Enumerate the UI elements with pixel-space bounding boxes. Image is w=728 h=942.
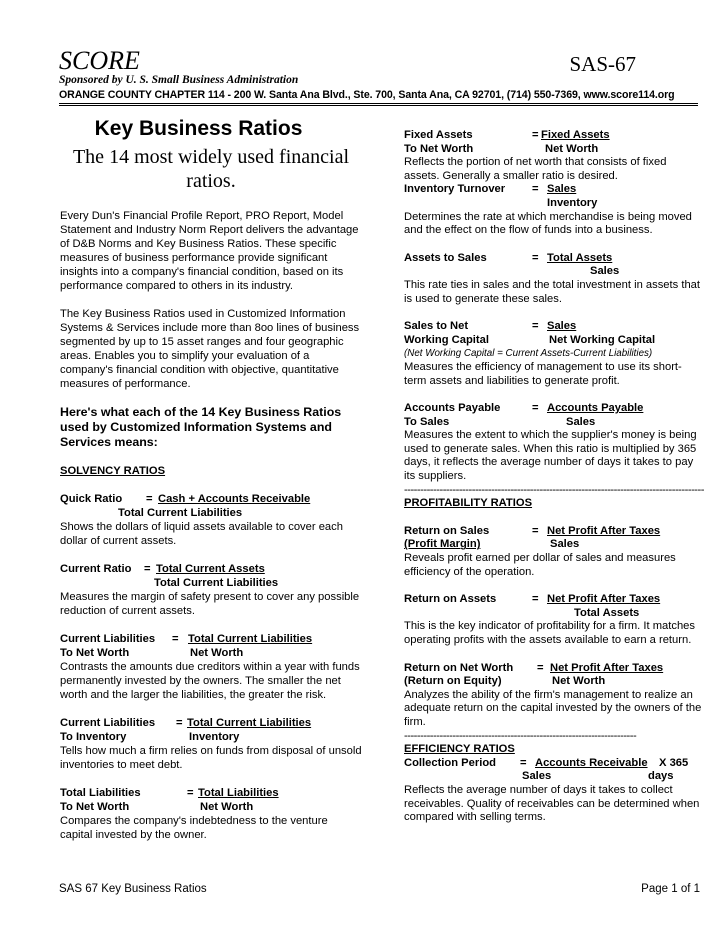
ratio-name: Current Liabilities bbox=[60, 633, 156, 645]
ratio-denominator: Sales bbox=[590, 265, 620, 278]
ratio-name: Accounts Payable bbox=[404, 402, 501, 415]
ratio-name: Sales to Net bbox=[404, 320, 469, 333]
ratio-name: Total Liabilities bbox=[60, 787, 141, 799]
ratio-name: Return on Net Worth bbox=[404, 661, 514, 674]
ratio-name-line2: (Return on Equity) bbox=[404, 675, 502, 688]
equals-sign: = bbox=[176, 717, 183, 729]
sponsor-line: Sponsored by U. S. Small Business Administration bbox=[59, 74, 299, 86]
ratio-name: Current Liabilities bbox=[60, 717, 156, 729]
ratio-description: Measures the efficiency of management to use its short-term assets and liabilities to generate profit. bbox=[404, 360, 682, 387]
equals-sign: = bbox=[532, 183, 539, 196]
ratio-denominator-unit: days bbox=[648, 770, 674, 783]
ratio-description: Reveals profit earned per dollar of sales and measures efficiency of the operation. bbox=[404, 552, 676, 578]
ratio-numerator: Total Current Assets bbox=[156, 563, 265, 575]
ratio-name: Current Ratio bbox=[60, 563, 132, 575]
ratio-sales-to-working-capital bbox=[404, 320, 704, 388]
lead-paragraph: Here's what each of the 14 Key Business Ratios used by Customized Information Systems and Services means: bbox=[60, 405, 342, 449]
ratio-description: Analyzes the ability of the firm's management to realize an adequate return on the capital invested by the owners of the firm. bbox=[404, 688, 702, 728]
ratio-name-line2: To Net Worth bbox=[404, 142, 474, 155]
equals-sign: = bbox=[144, 563, 151, 575]
ratio-description: This rate ties in sales and the total investment in assets that is used to generate these sales. bbox=[404, 278, 700, 305]
ratio-numerator: Cash + Accounts Receivable bbox=[158, 493, 311, 505]
right-column bbox=[404, 129, 704, 839]
ratio-current-liabilities-net-worth bbox=[60, 632, 362, 702]
ratio-denominator: Net Worth bbox=[545, 142, 599, 155]
ratio-current bbox=[60, 562, 362, 618]
ratio-name: Quick Ratio bbox=[60, 493, 123, 505]
left-column bbox=[60, 116, 362, 856]
dashed-divider: --------------------------------------------------------------------------------------------- bbox=[404, 483, 704, 496]
section-heading-efficiency: EFFICIENCY RATIOS bbox=[404, 743, 515, 756]
equals-sign: = bbox=[146, 493, 153, 505]
ratio-name: Assets to Sales bbox=[404, 251, 487, 264]
ratio-return-on-sales bbox=[404, 525, 704, 579]
ratio-name: Return on Sales bbox=[404, 524, 490, 537]
ratio-denominator: Net Working Capital bbox=[549, 333, 656, 346]
ratio-name: Inventory Turnover bbox=[404, 183, 506, 196]
ratio-name-line2: (Profit Margin) bbox=[404, 538, 481, 551]
equals-sign: = bbox=[532, 524, 539, 537]
chapter-address-line: ORANGE COUNTY CHAPTER 114 - 200 W. Santa Ana Blvd., Ste. 700, Santa Ana, CA 92701, (714) 550-7369, www.score114.org bbox=[59, 89, 675, 101]
document-code: SAS-67 bbox=[569, 52, 636, 76]
ratio-denominator: Sales bbox=[566, 415, 596, 428]
ratio-denominator: Sales bbox=[522, 770, 552, 783]
ratio-total-liabilities-net-worth bbox=[60, 786, 362, 842]
ratio-denominator: Net Worth bbox=[200, 801, 254, 813]
ratio-denominator: Total Current Liabilities bbox=[118, 507, 243, 519]
equals-sign: = bbox=[532, 129, 539, 141]
dashed-divider: ------------------------------------------------------------------------ bbox=[404, 729, 637, 742]
ratio-denominator: Total Current Liabilities bbox=[154, 577, 279, 589]
ratio-numerator: Net Profit After Taxes bbox=[550, 661, 664, 674]
equals-sign: = bbox=[172, 633, 179, 645]
ratio-description: Compares the company's indebtedness to the venture capital invested by the owner. bbox=[60, 815, 328, 841]
equals-sign: = bbox=[537, 661, 544, 674]
ratio-collection-period bbox=[404, 757, 704, 825]
ratio-description: Determines the rate at which merchandise is being moved and the effect on the flow of funds into a business. bbox=[404, 210, 692, 237]
ratio-numerator: Accounts Receivable bbox=[535, 756, 648, 769]
ratio-name: Return on Assets bbox=[404, 593, 497, 606]
ratio-description: Contrasts the amounts due creditors within a year with funds permanently invested by the owners. The smaller the net worth and the larger the liabilities, the greater the risk. bbox=[60, 661, 360, 701]
ratio-denominator: Total Assets bbox=[574, 606, 640, 619]
ratio-numerator: Sales bbox=[547, 183, 577, 196]
ratio-description: Reflects the portion of net worth that consists of fixed assets. Generally a smaller ratio is desired. bbox=[404, 156, 667, 182]
ratio-numerator: Sales bbox=[547, 320, 577, 333]
ratio-description: Shows the dollars of liquid assets available to cover each dollar of current assets. bbox=[60, 521, 343, 547]
ratio-note: (Net Working Capital = Current Assets-Current Liabilities) bbox=[404, 348, 653, 360]
ratio-return-on-assets bbox=[404, 593, 704, 647]
ratio-numerator: Total Liabilities bbox=[198, 787, 279, 799]
footer-page-number: Page 1 of 1 bbox=[641, 883, 700, 895]
ratio-numerator: Net Profit After Taxes bbox=[547, 593, 661, 606]
intro-paragraph-1: Every Dun's Financial Profile Report, PRO Report, Model Statement and Industry Norm Report delivers the advantage of D&B Norms and Key Business Ratios. These specific measures of business performance provide significant insights into a company's financial condition, based on its performance compared to others in its industry. bbox=[60, 210, 359, 292]
ratio-name-line2: To Sales bbox=[404, 415, 450, 428]
equals-sign: = bbox=[187, 787, 194, 799]
ratio-denominator: Inventory bbox=[189, 731, 240, 743]
ratio-description: Tells how much a firm relies on funds from disposal of unsold inventories to meet debt. bbox=[60, 745, 362, 771]
ratio-return-on-net-worth bbox=[404, 662, 704, 730]
ratio-numerator: Accounts Payable bbox=[547, 402, 644, 415]
equals-sign: = bbox=[520, 756, 527, 769]
ratio-name-line2: Working Capital bbox=[404, 333, 489, 346]
ratio-name-line2: To Net Worth bbox=[60, 647, 130, 659]
ratio-numerator: Total Current Liabilities bbox=[188, 633, 313, 645]
ratio-name: Collection Period bbox=[404, 756, 496, 769]
ratio-description: This is the key indicator of profitability for a firm. It matches operating profits with the assets available to earn a return. bbox=[404, 620, 695, 646]
ratio-name-line2: To Net Worth bbox=[60, 801, 130, 813]
ratio-denominator: Inventory bbox=[547, 196, 598, 209]
ratio-denominator: Net Worth bbox=[552, 675, 606, 688]
ratio-accounts-payable-sales bbox=[404, 402, 704, 484]
ratio-fixed-assets-net-worth bbox=[404, 129, 704, 183]
ratio-numerator: Total Current Liabilities bbox=[187, 717, 312, 729]
section-heading-solvency: SOLVENCY RATIOS bbox=[60, 465, 166, 477]
ratio-denominator: Sales bbox=[550, 538, 580, 551]
subtitle: The 14 most widely used financial ratios. bbox=[72, 146, 350, 192]
ratio-name: Fixed Assets bbox=[404, 129, 473, 141]
ratio-numerator: Total Assets bbox=[547, 251, 613, 264]
ratio-name-line2: To Inventory bbox=[60, 731, 127, 743]
equals-sign: = bbox=[532, 251, 539, 264]
section-heading-profitability: PROFITABILITY RATIOS bbox=[404, 497, 533, 510]
ratio-denominator: Net Worth bbox=[190, 647, 244, 659]
ratio-numerator: Net Profit After Taxes bbox=[547, 524, 661, 537]
ratio-inventory-turnover bbox=[404, 183, 704, 237]
header-divider bbox=[59, 103, 698, 106]
ratio-current-liabilities-inventory bbox=[60, 716, 362, 772]
equals-sign: = bbox=[532, 320, 539, 333]
ratio-numerator: Fixed Assets bbox=[541, 129, 610, 141]
equals-sign: = bbox=[532, 593, 539, 606]
ratio-description: Measures the extent to which the supplier's money is being used to generate sales. When this ratio is multiplied by 365 days, it reflects the average number of days it takes to pay its suppliers. bbox=[404, 429, 697, 483]
equals-sign: = bbox=[532, 402, 539, 415]
ratio-assets-to-sales bbox=[404, 252, 704, 306]
footer-left: SAS 67 Key Business Ratios bbox=[59, 883, 207, 895]
ratio-multiplier: X 365 bbox=[659, 756, 689, 769]
intro-paragraph-2: The Key Business Ratios used in Customized Information Systems & Services include more than 8oo lines of business segmented by up to 15 asset ranges and four geographic areas. Enables you to simplify your evaluation of a company's financial condition with objective, quantitative measures of performance. bbox=[60, 308, 360, 390]
ratio-quick bbox=[60, 492, 362, 548]
ratio-description: Measures the margin of safety present to cover any possible reduction of current assets. bbox=[60, 591, 360, 617]
document-title: SCORE bbox=[59, 46, 140, 75]
main-title: Key Business Ratios bbox=[94, 117, 303, 140]
ratio-description: Reflects the average number of days it takes to collect receivables. Quality of receivables can be determined when compared with selling terms. bbox=[404, 783, 700, 824]
